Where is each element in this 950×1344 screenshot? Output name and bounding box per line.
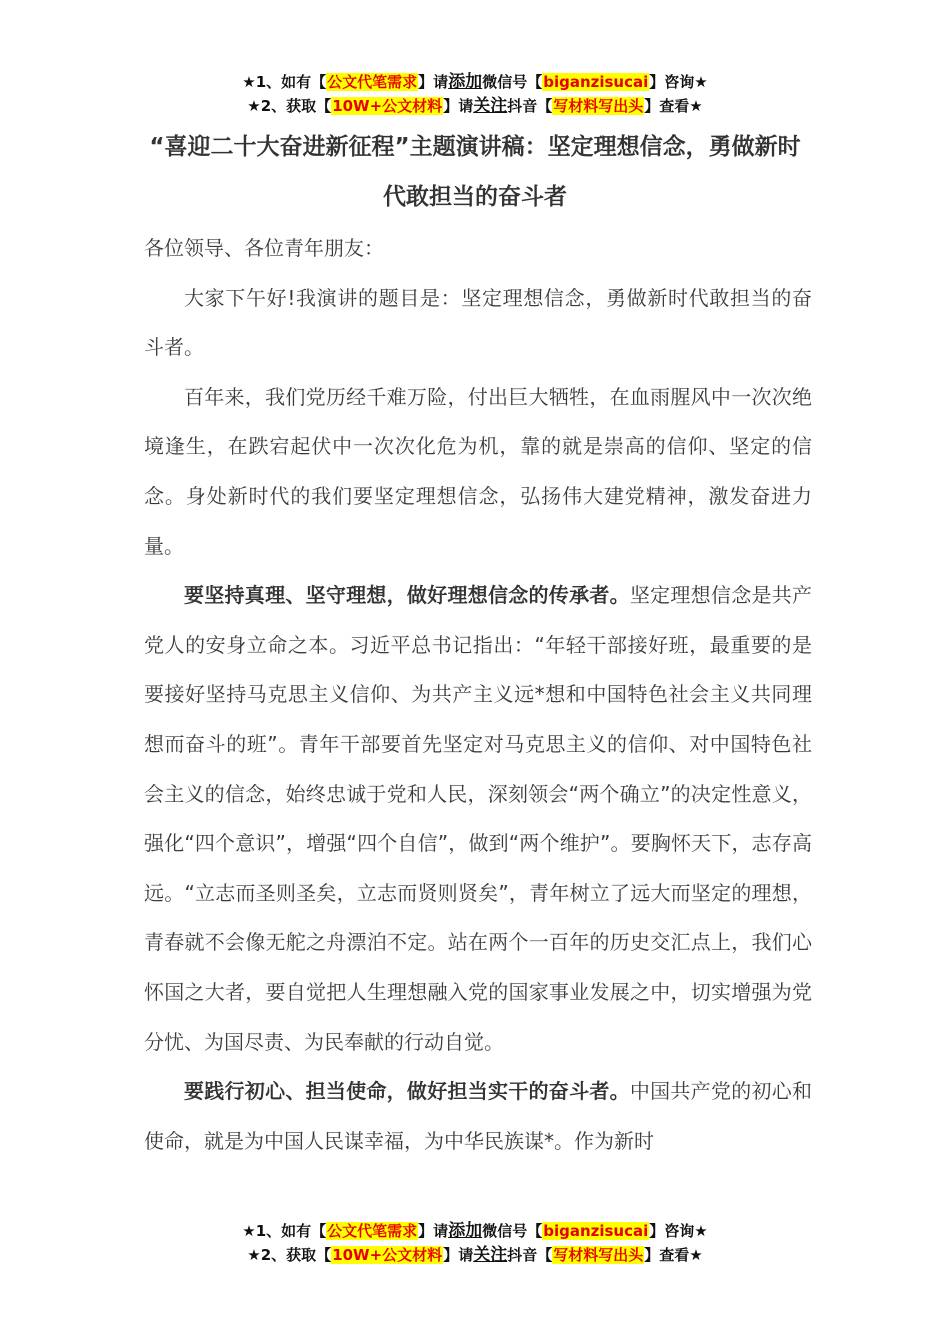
promo-highlight: 写材料写出头 bbox=[553, 97, 644, 115]
document-title: “喜迎二十大奋进新征程”主题演讲稿：坚定理想信念，勇做新时代敢担当的奋斗者 bbox=[149, 134, 801, 210]
promo-text: ★1、如有【 bbox=[242, 73, 327, 91]
promo-highlight: 10W+公文材料 bbox=[332, 97, 443, 115]
promo-text: 】请 bbox=[443, 1246, 474, 1264]
section-heading: 要践行初心、担当使命，做好担当实干的奋斗者。 bbox=[184, 1079, 630, 1104]
promo-highlight: 10W+公文材料 bbox=[332, 1246, 443, 1264]
promo-highlight: 写材料写出头 bbox=[553, 1246, 644, 1264]
document-body bbox=[144, 224, 812, 1166]
promo-highlight: 公文代笔需求 bbox=[327, 73, 418, 91]
promo-highlight: 公文代笔需求 bbox=[327, 1222, 418, 1240]
promo-text: 抖音【 bbox=[507, 97, 553, 115]
promo-emphasis: 添加 bbox=[448, 1221, 483, 1241]
promo-text: 微信号【 bbox=[482, 1222, 543, 1240]
promo-banner-top bbox=[0, 70, 950, 118]
promo-text: 抖音【 bbox=[507, 1246, 553, 1264]
paragraph-3 bbox=[144, 571, 812, 1067]
paragraph-text: 中国共产党的初心和使命，就是为中国人民谋幸福，为中华民族谋*。作为新时 bbox=[144, 1079, 813, 1153]
paragraph-4 bbox=[144, 1067, 812, 1166]
promo-text: ★2、获取【 bbox=[247, 97, 332, 115]
promo-text: 】咨询★ bbox=[649, 73, 708, 91]
promo-text: 】请 bbox=[418, 73, 449, 91]
promo-text: 】请 bbox=[418, 1222, 449, 1240]
paragraph-2: 百年来，我们党历经千难万险，付出巨大牺牲，在血雨腥风中一次次绝境逢生，在跌宕起伏中一次次化危为机，靠的就是崇高的信仰、坚定的信念。身处新时代的我们要坚定理想信念，弘扬伟大建党精神，激发奋进力量。 bbox=[144, 384, 812, 558]
promo-emphasis: 关注 bbox=[473, 1245, 508, 1265]
section-heading: 要坚持真理、坚守理想，做好理想信念的传承者。 bbox=[184, 583, 630, 608]
paragraph-1: 大家下午好!我演讲的题目是：坚定理想信念，勇做新时代敢担当的奋斗者。 bbox=[144, 285, 812, 360]
promo-emphasis: 添加 bbox=[448, 72, 483, 92]
promo-text: 】咨询★ bbox=[649, 1222, 708, 1240]
promo-line-2 bbox=[0, 94, 950, 118]
promo-text: ★1、如有【 bbox=[242, 1222, 327, 1240]
promo-text: ★2、获取【 bbox=[247, 1246, 332, 1264]
promo-highlight: biganzisucai bbox=[543, 73, 649, 91]
promo-text: 】查看★ bbox=[644, 97, 703, 115]
promo-line-1 bbox=[0, 1219, 950, 1243]
promo-line-2 bbox=[0, 1243, 950, 1267]
paragraph-text: 坚定理想信念是共产党人的安身立命之本。习近平总书记指出：“年轻干部接好班，最重要的是要接好坚持马克思主义信仰、为共产主义远*想和中国特色社会主义共同理想而奋斗的班”。青年干部要首先坚定对马克思主义的信仰、对中国特色社会主义的信念，始终忠诚于党和人民，深刻领会“两个确立”的决定性意义，强化“四个意识”，增强“四个自信”，做到“两个维护”。要胸怀天下，志存高远。“立志而圣则圣矣，立志而贤则贤矣”，青年树立了远大而坚定的理想，青春就不会像无舵之舟漂泊不定。站在两个一百年的历史交汇点上，我们心怀国之大者，要自觉把人生理想融入党的国家事业发展之中，切实增强为党分忧、为国尽责、为民奉献的行动自觉。 bbox=[144, 583, 813, 1054]
promo-text: 】查看★ bbox=[644, 1246, 703, 1264]
promo-emphasis: 关注 bbox=[473, 96, 508, 116]
greeting: 各位领导、各位青年朋友： bbox=[144, 236, 384, 260]
promo-highlight: biganzisucai bbox=[543, 1222, 649, 1240]
promo-text: 微信号【 bbox=[482, 73, 543, 91]
promo-text: 】请 bbox=[443, 97, 474, 115]
promo-banner-bottom bbox=[0, 1219, 950, 1267]
promo-line-1 bbox=[0, 70, 950, 94]
